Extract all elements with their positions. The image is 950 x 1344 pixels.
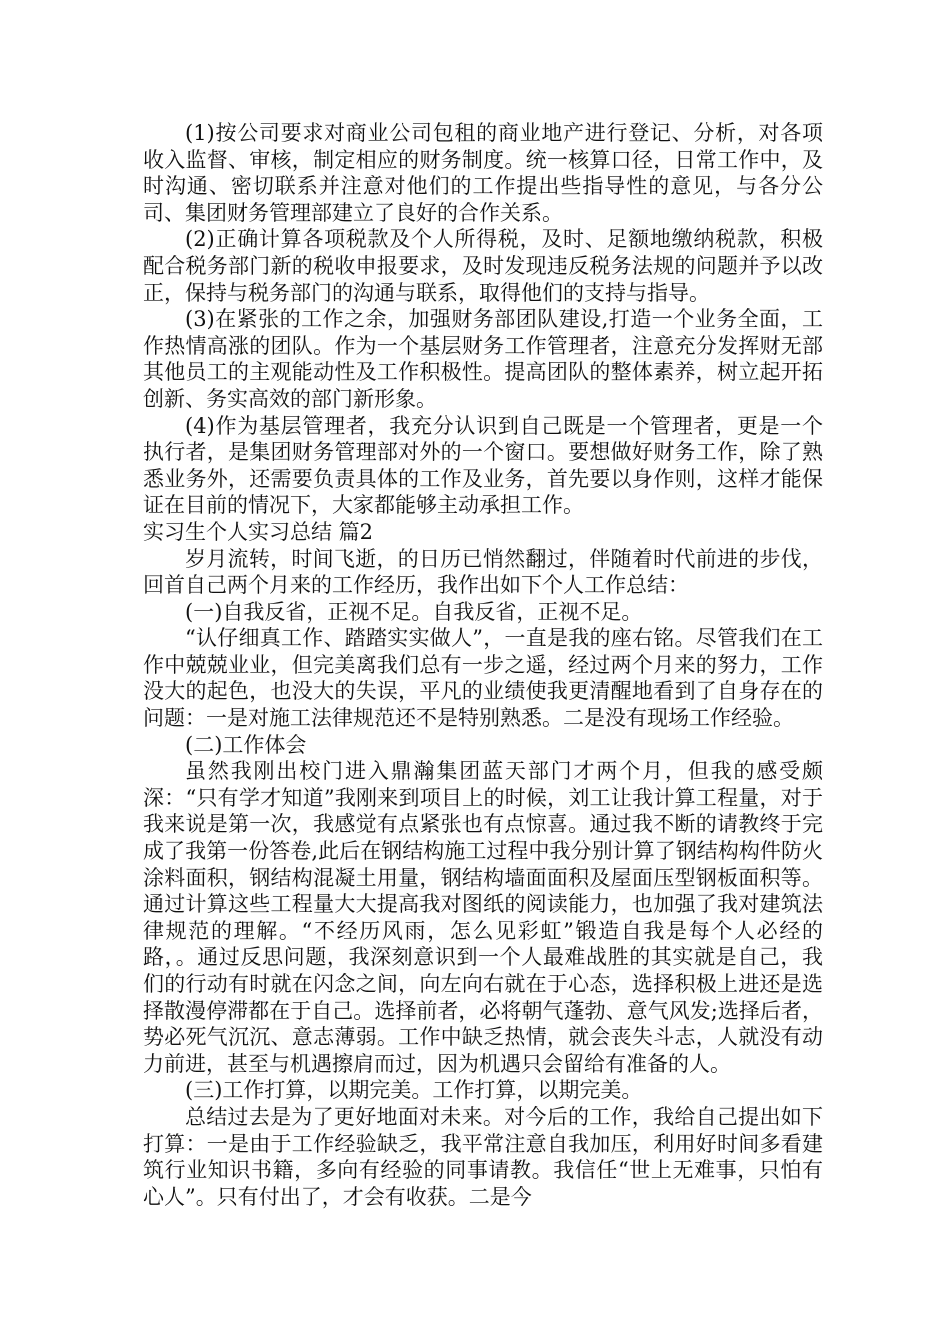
paragraph-item-2: (2)正确计算各项税款及个人所得税，及时、足额地缴纳税款，积极配合税务部门新的税收申报要求，及时发现违反税务法规的问题并予以改正，保持与税务部门的沟通与联系，取得他们的支持与指导。: [143, 227, 823, 305]
paragraph-item-4: (4)作为基层管理者，我充分认识到自己既是一个管理者，更是一个执行者，是集团财务管理部对外的一个窗口。要想做好财务工作，除了熟悉业务外，还需要负责具体的工作及业务，首先要以身作则，这样才能保证在目前的情况下，大家都能够主动承担工作。: [143, 413, 823, 518]
subheading-work-plan: (三)工作打算，以期完美。工作打算，以期完美。: [185, 1078, 643, 1103]
paragraph-experience: 虽然我刚出校门进入鼎瀚集团蓝天部门才两个月，但我的感受颇深：“只有学才知道”我刚来到项目上的时候，刘工让我计算工程量，对于我来说是第一次，我感觉有点紧张也有点惊喜。通过我不断的请教终于完成了我第一份答卷,此后在钢结构施工过程中我分别计算了钢结构构件防火涂料面积，钢结构混凝土用量，钢结构墙面面积及屋面压型钢板面积等。通过计算这些工程量大大提高我对图纸的阅读能力，也加强了我对建筑法律规范的理解。“不经历风雨，怎么见彩虹”锻造自我是每个人必经的路，。通过反思问题，我深刻意识到一个人最难战胜的其实就是自己，我们的行动有时就在闪念之间，向左向右就在于心态，选择积极上进还是选择散漫停滞都在于自己。选择前者，必将朝气蓬勃、意气风发;选择后者，势必死气沉沉、意志薄弱。工作中缺乏热情，就会丧失斗志，人就没有动力前进，甚至与机遇擦肩而过，因为机遇只会留给有准备的人。: [143, 759, 823, 1076]
paragraph-item-1: (1)按公司要求对商业公司包租的商业地产进行登记、分析，对各项收入监督、审核，制定相应的财务制度。统一核算口径，日常工作中，及时沟通、密切联系并注意对他们的工作提出些指导性的意见，与各分公司、集团财务管理部建立了良好的合作关系。: [143, 121, 823, 225]
paragraph-motto: “认仔细真工作、踏踏实实做人”，一直是我的座右铭。尽管我们在工作中兢兢业业，但完美离我们总有一步之遥，经过两个月来的努力，工作没大的起色，也没大的失误，平凡的业绩使我更清醒地看到了自身存在的问题：一是对施工法律规范还不是特别熟悉。二是没有现场工作经验。: [143, 626, 823, 731]
subheading-work-experience: (二)工作体会: [185, 732, 307, 757]
paragraph-item-3: (3)在紧张的工作之余，加强财务部团队建设,打造一个业务全面，工作热情高涨的团队。作为一个基层财务工作管理者，注意充分发挥财无部其他员工的主观能动性及工作积极性。提高团队的整体素养，树立起开拓创新、务实高效的部门新形象。: [143, 307, 823, 411]
section-heading: 实习生个人实习总结 篇2: [143, 519, 374, 544]
document-page: [143, 120, 823, 1210]
subheading-self-reflection: (一)自我反省，正视不足。自我反省，正视不足。: [185, 599, 643, 624]
paragraph-plan: 总结过去是为了更好地面对未来。对今后的工作，我给自己提出如下打算：一是由于工作经验缺乏，我平常注意自我加压，利用好时间多看建筑行业知识书籍，多向有经验的同事请教。我信任“世上无难事，只怕有心人”。只有付出了，才会有收获。二是今: [143, 1104, 823, 1209]
paragraph-intro: 岁月流转，时间飞逝，的日历已悄然翻过，伴随着时代前进的步伐，回首自己两个月来的工作经历，我作出如下个人工作总结：: [143, 546, 823, 598]
